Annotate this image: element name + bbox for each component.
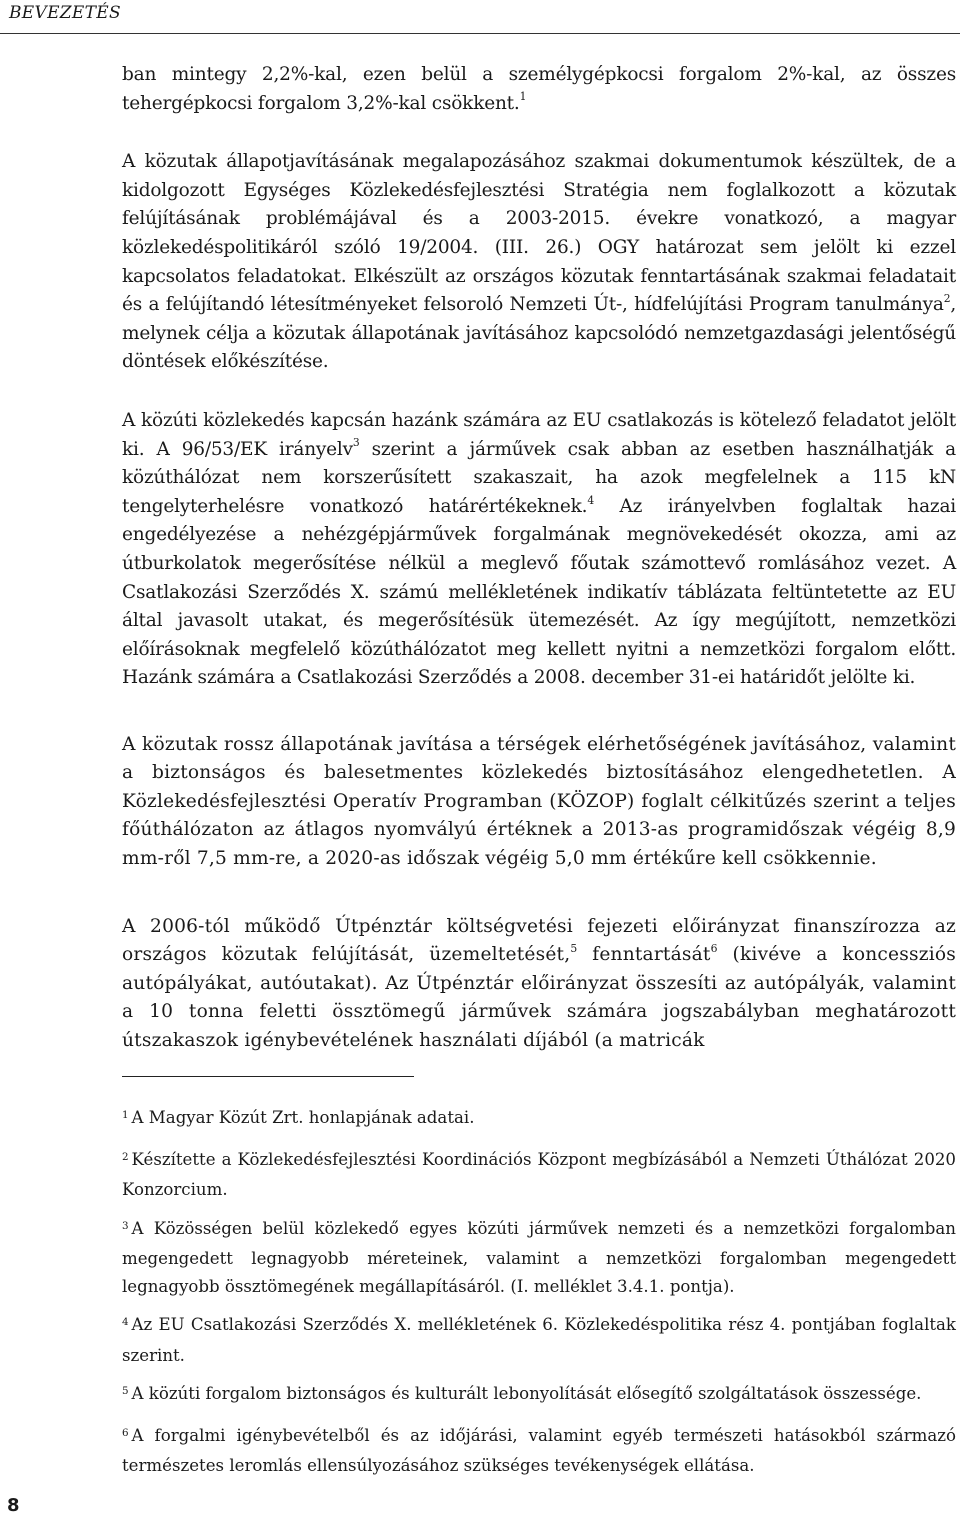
footnote-text: A közúti forgalom biztonságos és kulturált lebonyolítását elősegítő szolgáltatások összessége. (131, 1384, 922, 1403)
body-text (122, 61, 956, 1055)
paragraph-5-text-c: (kivéve a koncessziós autópályákat, autóutakat). Az Útpénztár előirányzat összesíti az autópályák, valamint a 10 tonna feletti össztömegű járművek számára jogszabályban meghatározott útszakaszok igénybevételének használati díjából (a matricák (122, 944, 957, 1051)
paragraph-1-text: ban mintegy 2,2%-kal, ezen belül a személygépkocsi forgalom 2%-kal, az összes tehergépkocsi forgalom 3,2%-kal csökkent. (122, 64, 956, 114)
footnote-3 (122, 1215, 956, 1301)
footnote-separator (122, 1076, 414, 1077)
footnote-5 (122, 1380, 956, 1411)
footnote-4 (122, 1311, 956, 1369)
paragraph-3-text-a: A közúti közlekedés kapcsán hazánk számára az EU csatlakozás is kötelező feladatot jelölt ki. A 96/53/EK irányelv (122, 409, 956, 460)
footnote-ref-1[interactable]: 1 (519, 90, 527, 104)
footnote-text: Az EU Csatlakozási Szerződés X. mellékletének 6. Közlekedéspolitika rész 4. pontjában foglaltak szerint. (122, 1315, 956, 1365)
footnote-number: 3 (122, 1219, 129, 1232)
paragraph-3-text-c: Az irányelvben foglaltak hazai engedélyezése a nehézgépjárművek forgalmának megnövekedését okozza, ami az útburkolatok megerősítése nélkül a meglevő főutak számottevő romlásához vezet. A Csatlakozási Szerződés X. számú mellékletének indikatív táblázata feltüntetette az EU által javasolt utakat, és megerősítésük ütemezését. Az így megújított, nemzetközi előírásoknak megfelelő közúthálózatot meg kellett nyitni a nemzetközi forgalom előtt. Hazánk számára a Csatlakozási Szerződés a 2008. december 31-ei határidőt jelölte ki. (122, 495, 956, 689)
footnote-ref-2[interactable]: 2 (943, 291, 951, 305)
footnote-ref-6[interactable]: 6 (710, 942, 718, 956)
footnote-ref-5[interactable]: 5 (570, 942, 578, 956)
footnote-6 (122, 1422, 956, 1480)
footnote-number: 2 (122, 1150, 129, 1163)
footnote-text: A Magyar Közút Zrt. honlapjának adatai. (131, 1108, 475, 1127)
footnote-number: 4 (122, 1316, 129, 1329)
header-divider (0, 33, 960, 34)
footnote-number: 1 (122, 1109, 129, 1122)
paragraph-3 (122, 407, 956, 693)
paragraph-5-text-a: A 2006-tól működő Útpénztár költségvetési fejezeti előirányzat finanszírozza az országos közutak felújítását, üzemeltetését, (122, 915, 956, 966)
paragraph-2-text-b: , melynek célja a közutak állapotának javításához kapcsolódó nemzetgazdasági jelentőségű döntések előkészítése. (122, 294, 956, 373)
footnote-text: A Közösségen belül közlekedő egyes közúti járművek nemzeti és a nemzetközi forgalomban megengedett legnagyobb méreteinek, valamint a nemzetközi forgalomban megengedett legnagyobb össztömegének megállapításáról. (I. melléklet 3.4.1. pontja). (122, 1218, 956, 1296)
footnote-ref-3[interactable]: 3 (352, 436, 360, 450)
footnote-text: A forgalmi igénybevételből és az időjárási, valamint egyéb természeti hatásokból származó természetes leromlás ellensúlyozásához szükséges tevékenységek ellátása. (122, 1425, 956, 1475)
footnote-2 (122, 1146, 956, 1204)
paragraph-3-text-b: szerint a járművek csak abban az esetben használhatják a közúthálózat nem korszerűsített szakaszait, ha azok megfelelnek a 115 kN tengelyterhelésre vonatkozó határértékeknek. (122, 438, 956, 517)
running-header: BEVEZETÉS (9, 3, 121, 23)
paragraph-4-text: A közutak rossz állapotának javítása a térségek elérhetőségének javításához, valamint a biztonságos és balesetmentes közlekedés biztosításához elengedhetetlen. A Közlekedésfejlesztési Operatív Programban (KÖZOP) foglalt célkitűzés szerint a teljes főúthálózaton az átlagos nyomvályú értéknek a 2013-as programidőszak végéig 8,9 mm-ről 7,5 mm-re, a 2020-as időszak végéig 5,0 mm értékűre kell csökkennie. (122, 733, 956, 869)
footnote-ref-4[interactable]: 4 (587, 493, 594, 507)
paragraph-5-text-b: fenntartását (577, 944, 711, 966)
footnote-text: Készítette a Közlekedésfejlesztési Koordinációs Központ megbízásából a Nemzeti Úthálózat 2020 Konzorcium. (122, 1149, 956, 1199)
paragraph-2-text-a: A közutak állapotjavításának megalapozásához szakmai dokumentumok készültek, de a kidolgozott Egységes Közlekedésfejlesztési Stratégia nem foglalkozott a közutak felújításának problémájával és a 2003-2015. évekre vonatkozó, a magyar közlekedéspolitikáról szóló 19/2004. (III. 26.) OGY határozat sem jelölt ki ezzel kapcsolatos feladatokat. Elkészült az országos közutak fenntartásának szakmai feladatait és a felújítandó létesítményeket felsoroló Nemzeti Út-, hídfelújítási Program tanulmánya (122, 151, 956, 316)
paragraph-2 (122, 148, 956, 377)
footnote-number: 5 (122, 1385, 129, 1398)
footnotes (122, 1104, 956, 1491)
footnote-number: 6 (122, 1426, 129, 1439)
paragraph-4 (122, 731, 956, 873)
paragraph-5 (122, 913, 956, 1055)
paragraph-1 (122, 61, 956, 118)
footnote-1 (122, 1104, 956, 1135)
page-number: 8 (7, 1495, 20, 1516)
